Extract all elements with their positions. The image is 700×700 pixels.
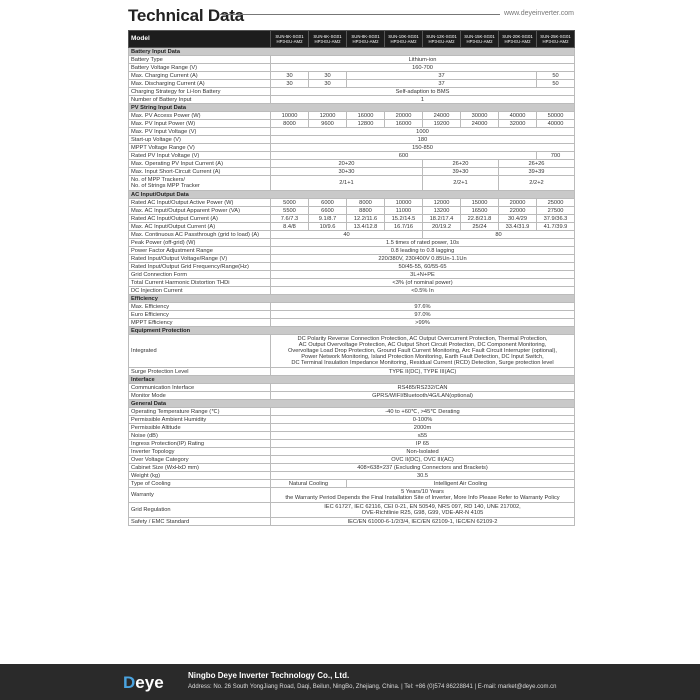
- parameter-label: Cabinet Size (WxHxD mm): [129, 464, 271, 472]
- spec-row: [129, 503, 575, 518]
- parameter-value: 50/45-55, 60/55-65: [271, 263, 575, 271]
- spec-row: [129, 311, 575, 319]
- header-divider: [220, 14, 500, 15]
- parameter-value: 97.0%: [271, 311, 575, 319]
- parameter-value: 33.4/31.9: [499, 223, 537, 231]
- spec-row: [129, 480, 575, 488]
- model-name: SUN-25K-SG01 HP3-EU-AM2: [537, 31, 575, 48]
- parameter-value: 12000: [309, 112, 347, 120]
- section-header-row: [129, 400, 575, 408]
- parameter-label: Rated PV Input Voltage (V): [129, 152, 271, 160]
- parameter-value: Natural Cooling: [271, 480, 347, 488]
- parameter-label: Number of Battery Input: [129, 96, 271, 104]
- spec-row: [129, 448, 575, 456]
- parameter-label: Max. Continuous AC Passthrough (grid to load) (A): [129, 231, 271, 239]
- page-footer: [0, 664, 700, 700]
- parameter-label: Max. PV Access Power (W): [129, 112, 271, 120]
- parameter-value: 6600: [309, 207, 347, 215]
- parameter-label: Total Current Harmonic Distortion THDi: [129, 279, 271, 287]
- parameter-label: Max. PV Input Power (W): [129, 120, 271, 128]
- parameter-label: Max. Charging Current (A): [129, 72, 271, 80]
- parameter-value: Non-Isolated: [271, 448, 575, 456]
- parameter-value: 24000: [461, 120, 499, 128]
- parameter-label: Safety / EMC Standard: [129, 518, 271, 526]
- parameter-value: 30+30: [271, 168, 423, 176]
- parameter-value: 9600: [309, 120, 347, 128]
- model-name: SUN-10K-SG01 HP3-EU-AM2: [385, 31, 423, 48]
- spec-row: [129, 319, 575, 327]
- parameter-value: 41.7/39.9: [537, 223, 575, 231]
- spec-row: [129, 488, 575, 503]
- model-name: SUN-12K-SG01 HP3-EU-AM2: [423, 31, 461, 48]
- parameter-label: Permissible Altitude: [129, 424, 271, 432]
- parameter-value: 9.1/8.7: [309, 215, 347, 223]
- parameter-value: 20+20: [271, 160, 423, 168]
- spec-row: [129, 255, 575, 263]
- parameter-value: 0.8 leading to 0.8 lagging: [271, 247, 575, 255]
- parameter-value: 2/2+2: [499, 176, 575, 191]
- parameter-value: Intelligent Air Cooling: [347, 480, 575, 488]
- parameter-value: 16.7/16: [385, 223, 423, 231]
- parameter-value: >99%: [271, 319, 575, 327]
- parameter-value: 16000: [385, 120, 423, 128]
- parameter-value: 22.8/21.8: [461, 215, 499, 223]
- parameter-value: 0-100%: [271, 416, 575, 424]
- spec-row: [129, 392, 575, 400]
- section-title: AC Input/Output Data: [129, 191, 575, 199]
- spec-row: [129, 160, 575, 168]
- spec-row: [129, 56, 575, 64]
- spec-row: [129, 231, 575, 239]
- parameter-label: Type of Cooling: [129, 480, 271, 488]
- parameter-value: 16000: [347, 112, 385, 120]
- parameter-label: Peak Power (off-grid) (W): [129, 239, 271, 247]
- parameter-label: Integrated: [129, 335, 271, 368]
- spec-row: [129, 440, 575, 448]
- parameter-label: Charging Strategy for Li-Ion Battery: [129, 88, 271, 96]
- parameter-value: ≤55: [271, 432, 575, 440]
- model-name: SUN-8K-SG01 HP3-EU-AM2: [347, 31, 385, 48]
- model-label: Model: [129, 31, 271, 48]
- parameter-value: 30.4/29: [499, 215, 537, 223]
- spec-row: [129, 223, 575, 231]
- model-name: SUN-15K-SG01 HP3-EU-AM2: [461, 31, 499, 48]
- parameter-label: DC Injection Current: [129, 287, 271, 295]
- parameter-label: Max. Efficiency: [129, 303, 271, 311]
- parameter-label: Over Voltage Category: [129, 456, 271, 464]
- parameter-value: 5 Years/10 Years the Warranty Period Depends the Final Installation Site of Inverter, More Info Please Refer to Warranty Policy: [271, 488, 575, 503]
- parameter-label: Max. Discharging Current (A): [129, 80, 271, 88]
- section-title: PV String Input Data: [129, 104, 575, 112]
- spec-row: [129, 96, 575, 104]
- spec-row: [129, 136, 575, 144]
- parameter-label: No. of MPP Trackers/ No. of Strings MPP Tracker: [129, 176, 271, 191]
- spec-row: [129, 456, 575, 464]
- parameter-label: Grid Regulation: [129, 503, 271, 518]
- parameter-value: 40000: [499, 112, 537, 120]
- parameter-label: Ingress Protection(IP) Rating: [129, 440, 271, 448]
- parameter-value: DC Polarity Reverse Connection Protection, AC Output Overcurrent Protection, Thermal Protection, AC Output Overvoltage Protection, AC Output Short Circuit Protection, DC Component Monitoring, Overvoltage Load Drop Protection, Ground Fault Current Monitoring, Arc Fault Circuit Interrupter (optional), Power Network Monitoring, Island Protection Monitoring, Earth Fault Detection, DC Input Switch, DC Terminal Insulation Impedance Monitoring, Residual Current (RCD) Detection, Surge protection level: [271, 335, 575, 368]
- section-title: Efficiency: [129, 295, 575, 303]
- section-header-row: [129, 327, 575, 335]
- spec-row: [129, 64, 575, 72]
- parameter-value: 30000: [461, 112, 499, 120]
- parameter-label: Permissible Ambient Humidity: [129, 416, 271, 424]
- parameter-value: 50: [537, 72, 575, 80]
- parameter-value: IP 65: [271, 440, 575, 448]
- parameter-value: 8000: [271, 120, 309, 128]
- spec-row: [129, 432, 575, 440]
- spec-row: [129, 384, 575, 392]
- parameter-value: 11000: [385, 207, 423, 215]
- spec-row: [129, 152, 575, 160]
- spec-row: [129, 120, 575, 128]
- parameter-value: 18.2/17.4: [423, 215, 461, 223]
- parameter-value: 10000: [385, 199, 423, 207]
- parameter-value: 160-700: [271, 64, 575, 72]
- parameter-label: Rated Input/Output Voltage/Range (V): [129, 255, 271, 263]
- parameter-value: 12.2/11.6: [347, 215, 385, 223]
- parameter-value: 39+39: [499, 168, 575, 176]
- parameter-value: 2/1+1: [271, 176, 423, 191]
- spec-row: [129, 368, 575, 376]
- parameter-value: 20000: [499, 199, 537, 207]
- parameter-value: 1.5 times of rated power, 10s: [271, 239, 575, 247]
- technical-data-table: [128, 30, 575, 526]
- deye-logo: Deye: [123, 673, 164, 692]
- parameter-value: 40000: [537, 120, 575, 128]
- spec-row: [129, 207, 575, 215]
- section-title: Interface: [129, 376, 575, 384]
- section-header-row: [129, 191, 575, 199]
- parameter-label: Battery Voltage Range (V): [129, 64, 271, 72]
- parameter-label: Start-up Voltage (V): [129, 136, 271, 144]
- spec-row: [129, 80, 575, 88]
- parameter-value: 15.2/14.5: [385, 215, 423, 223]
- parameter-value: 2/2+1: [423, 176, 499, 191]
- spec-row: [129, 518, 575, 526]
- parameter-value: 150-850: [271, 144, 575, 152]
- spec-row: [129, 112, 575, 120]
- page-title: Technical Data: [128, 6, 244, 25]
- spec-row: [129, 128, 575, 136]
- parameter-label: Max. AC Input/Output Apparent Power (VA): [129, 207, 271, 215]
- section-header-row: [129, 376, 575, 384]
- parameter-value: 7.6/7.3: [271, 215, 309, 223]
- parameter-value: 50000: [537, 112, 575, 120]
- spec-row: [129, 263, 575, 271]
- parameter-value: 10000: [271, 112, 309, 120]
- parameter-label: Battery Type: [129, 56, 271, 64]
- parameter-label: Noise (dB): [129, 432, 271, 440]
- parameter-value: 6000: [309, 199, 347, 207]
- section-header-row: [129, 104, 575, 112]
- parameter-label: Max. PV Input Voltage (V): [129, 128, 271, 136]
- parameter-value: 50: [537, 80, 575, 88]
- model-name: SUN-6K-SG01 HP3-EU-AM2: [309, 31, 347, 48]
- spec-row: [129, 215, 575, 223]
- parameter-label: Rated AC Input/Output Active Power (W): [129, 199, 271, 207]
- parameter-value: 97.6%: [271, 303, 575, 311]
- parameter-value: 16500: [461, 207, 499, 215]
- spec-row: [129, 168, 575, 176]
- parameter-value: 700: [537, 152, 575, 160]
- parameter-value: 20000: [385, 112, 423, 120]
- parameter-label: Rated AC Input/Output Current (A): [129, 215, 271, 223]
- parameter-value: 30: [309, 72, 347, 80]
- spec-row: [129, 247, 575, 255]
- parameter-label: Grid Connection Form: [129, 271, 271, 279]
- parameter-value: 37: [347, 72, 537, 80]
- parameter-value: 26+20: [423, 160, 499, 168]
- parameter-value: 39+30: [423, 168, 499, 176]
- spec-row: [129, 144, 575, 152]
- parameter-value: 15000: [461, 199, 499, 207]
- parameter-label: Weight (kg): [129, 472, 271, 480]
- parameter-value: 80: [423, 231, 575, 239]
- parameter-value: 220/380V, 230/400V 0.85Un-1.1Un: [271, 255, 575, 263]
- parameter-label: MPPT Voltage Range (V): [129, 144, 271, 152]
- parameter-label: Operating Temperature Range (℃): [129, 408, 271, 416]
- parameter-value: 27500: [537, 207, 575, 215]
- parameter-value: TYPE II(DC), TYPE III(AC): [271, 368, 575, 376]
- spec-row: [129, 199, 575, 207]
- parameter-label: Monitor Mode: [129, 392, 271, 400]
- model-header-row: [129, 31, 575, 48]
- parameter-label: Communication Interface: [129, 384, 271, 392]
- parameter-label: Euro Efficiency: [129, 311, 271, 319]
- parameter-value: 26+26: [499, 160, 575, 168]
- website-url[interactable]: www.deyeinverter.com: [503, 10, 574, 17]
- parameter-value: OVC II(DC), OVC III(AC): [271, 456, 575, 464]
- parameter-value: 37.9/36.3: [537, 215, 575, 223]
- parameter-value: 30: [309, 80, 347, 88]
- spec-row: [129, 287, 575, 295]
- parameter-value: 8000: [347, 199, 385, 207]
- parameter-value: 19200: [423, 120, 461, 128]
- parameter-label: Max. Operating PV Input Current (A): [129, 160, 271, 168]
- parameter-value: 408×638×237 (Excluding Connectors and Brackets): [271, 464, 575, 472]
- parameter-value: 8.4/8: [271, 223, 309, 231]
- spec-row: [129, 72, 575, 80]
- section-title: General Data: [129, 400, 575, 408]
- parameter-label: Surge Protection Level: [129, 368, 271, 376]
- parameter-value: 30.5: [271, 472, 575, 480]
- parameter-value: 13200: [423, 207, 461, 215]
- parameter-label: Inverter Topology: [129, 448, 271, 456]
- spec-row: [129, 464, 575, 472]
- parameter-value: 30: [271, 72, 309, 80]
- parameter-label: Warranty: [129, 488, 271, 503]
- parameter-value: 22000: [499, 207, 537, 215]
- parameter-value: 180: [271, 136, 575, 144]
- spec-row: [129, 239, 575, 247]
- section-header-row: [129, 48, 575, 56]
- parameter-value: 2000m: [271, 424, 575, 432]
- section-title: Equipment Protection: [129, 327, 575, 335]
- parameter-value: 25/24: [461, 223, 499, 231]
- parameter-value: 40: [271, 231, 423, 239]
- parameter-value: <0.5% In: [271, 287, 575, 295]
- parameter-value: 10/9.6: [309, 223, 347, 231]
- model-name: SUN-20K-SG01 HP3-EU-AM2: [499, 31, 537, 48]
- parameter-value: IEC 61727, IEC 62116, CEI 0-21, EN 50549, NRS 097, RD 140, UNE 217002, OVE-Richtlinie R25, G98, G99, VDE-AR-N 4105: [271, 503, 575, 518]
- parameter-value: 37: [347, 80, 537, 88]
- parameter-value: 13.4/12.8: [347, 223, 385, 231]
- spec-row: [129, 408, 575, 416]
- parameter-label: MPPT Efficiency: [129, 319, 271, 327]
- spec-row: [129, 88, 575, 96]
- parameter-value: Self-adaption to BMS: [271, 88, 575, 96]
- spec-row: [129, 279, 575, 287]
- company-name: Ningbo Deye Inverter Technology Co., Ltd.: [188, 671, 350, 680]
- parameter-value: Lithium-ion: [271, 56, 575, 64]
- parameter-value: 5000: [271, 199, 309, 207]
- parameter-value: GPRS/WIFI/Bluetooth/4G/LAN(optional): [271, 392, 575, 400]
- spec-row: [129, 176, 575, 191]
- parameter-value: 30: [271, 80, 309, 88]
- parameter-label: Rated Input/Output Grid Frequency/Range(Hz): [129, 263, 271, 271]
- parameter-label: Max. Input Short-Circuit Current (A): [129, 168, 271, 176]
- parameter-label: Power Factor Adjustment Range: [129, 247, 271, 255]
- parameter-label: Max. AC Input/Output Current (A): [129, 223, 271, 231]
- page-header: [128, 0, 574, 28]
- parameter-value: 12800: [347, 120, 385, 128]
- parameter-value: -40 to +60℃, >45℃ Derating: [271, 408, 575, 416]
- spec-row: [129, 271, 575, 279]
- parameter-value: 5500: [271, 207, 309, 215]
- parameter-value: RS485/RS232/CAN: [271, 384, 575, 392]
- parameter-value: 8800: [347, 207, 385, 215]
- parameter-value: 20/19.2: [423, 223, 461, 231]
- section-header-row: [129, 295, 575, 303]
- parameter-value: 24000: [423, 112, 461, 120]
- parameter-value: 1: [271, 96, 575, 104]
- parameter-value: 32000: [499, 120, 537, 128]
- spec-row: [129, 303, 575, 311]
- parameter-value: 1000: [271, 128, 575, 136]
- company-address: Address: No. 26 South YongJiang Road, Daqi, Beilun, NingBo, Zhejiang, China. | Tel: +86 (0)574 86228841 | E-mail: market@deye.com.cn: [188, 684, 557, 690]
- parameter-value: IEC/EN 61000-6-1/2/3/4, IEC/EN 62109-1, IEC/EN 62109-2: [271, 518, 575, 526]
- parameter-value: 600: [271, 152, 537, 160]
- parameter-value: <3% (of nominal power): [271, 279, 575, 287]
- parameter-value: 12000: [423, 199, 461, 207]
- spec-row: [129, 416, 575, 424]
- model-name: SUN-5K-SG01 HP3-EU-AM2: [271, 31, 309, 48]
- spec-row: [129, 424, 575, 432]
- parameter-value: 25000: [537, 199, 575, 207]
- spec-row: [129, 335, 575, 368]
- spec-row: [129, 472, 575, 480]
- parameter-value: 3L+N+PE: [271, 271, 575, 279]
- section-title: Battery Input Data: [129, 48, 575, 56]
